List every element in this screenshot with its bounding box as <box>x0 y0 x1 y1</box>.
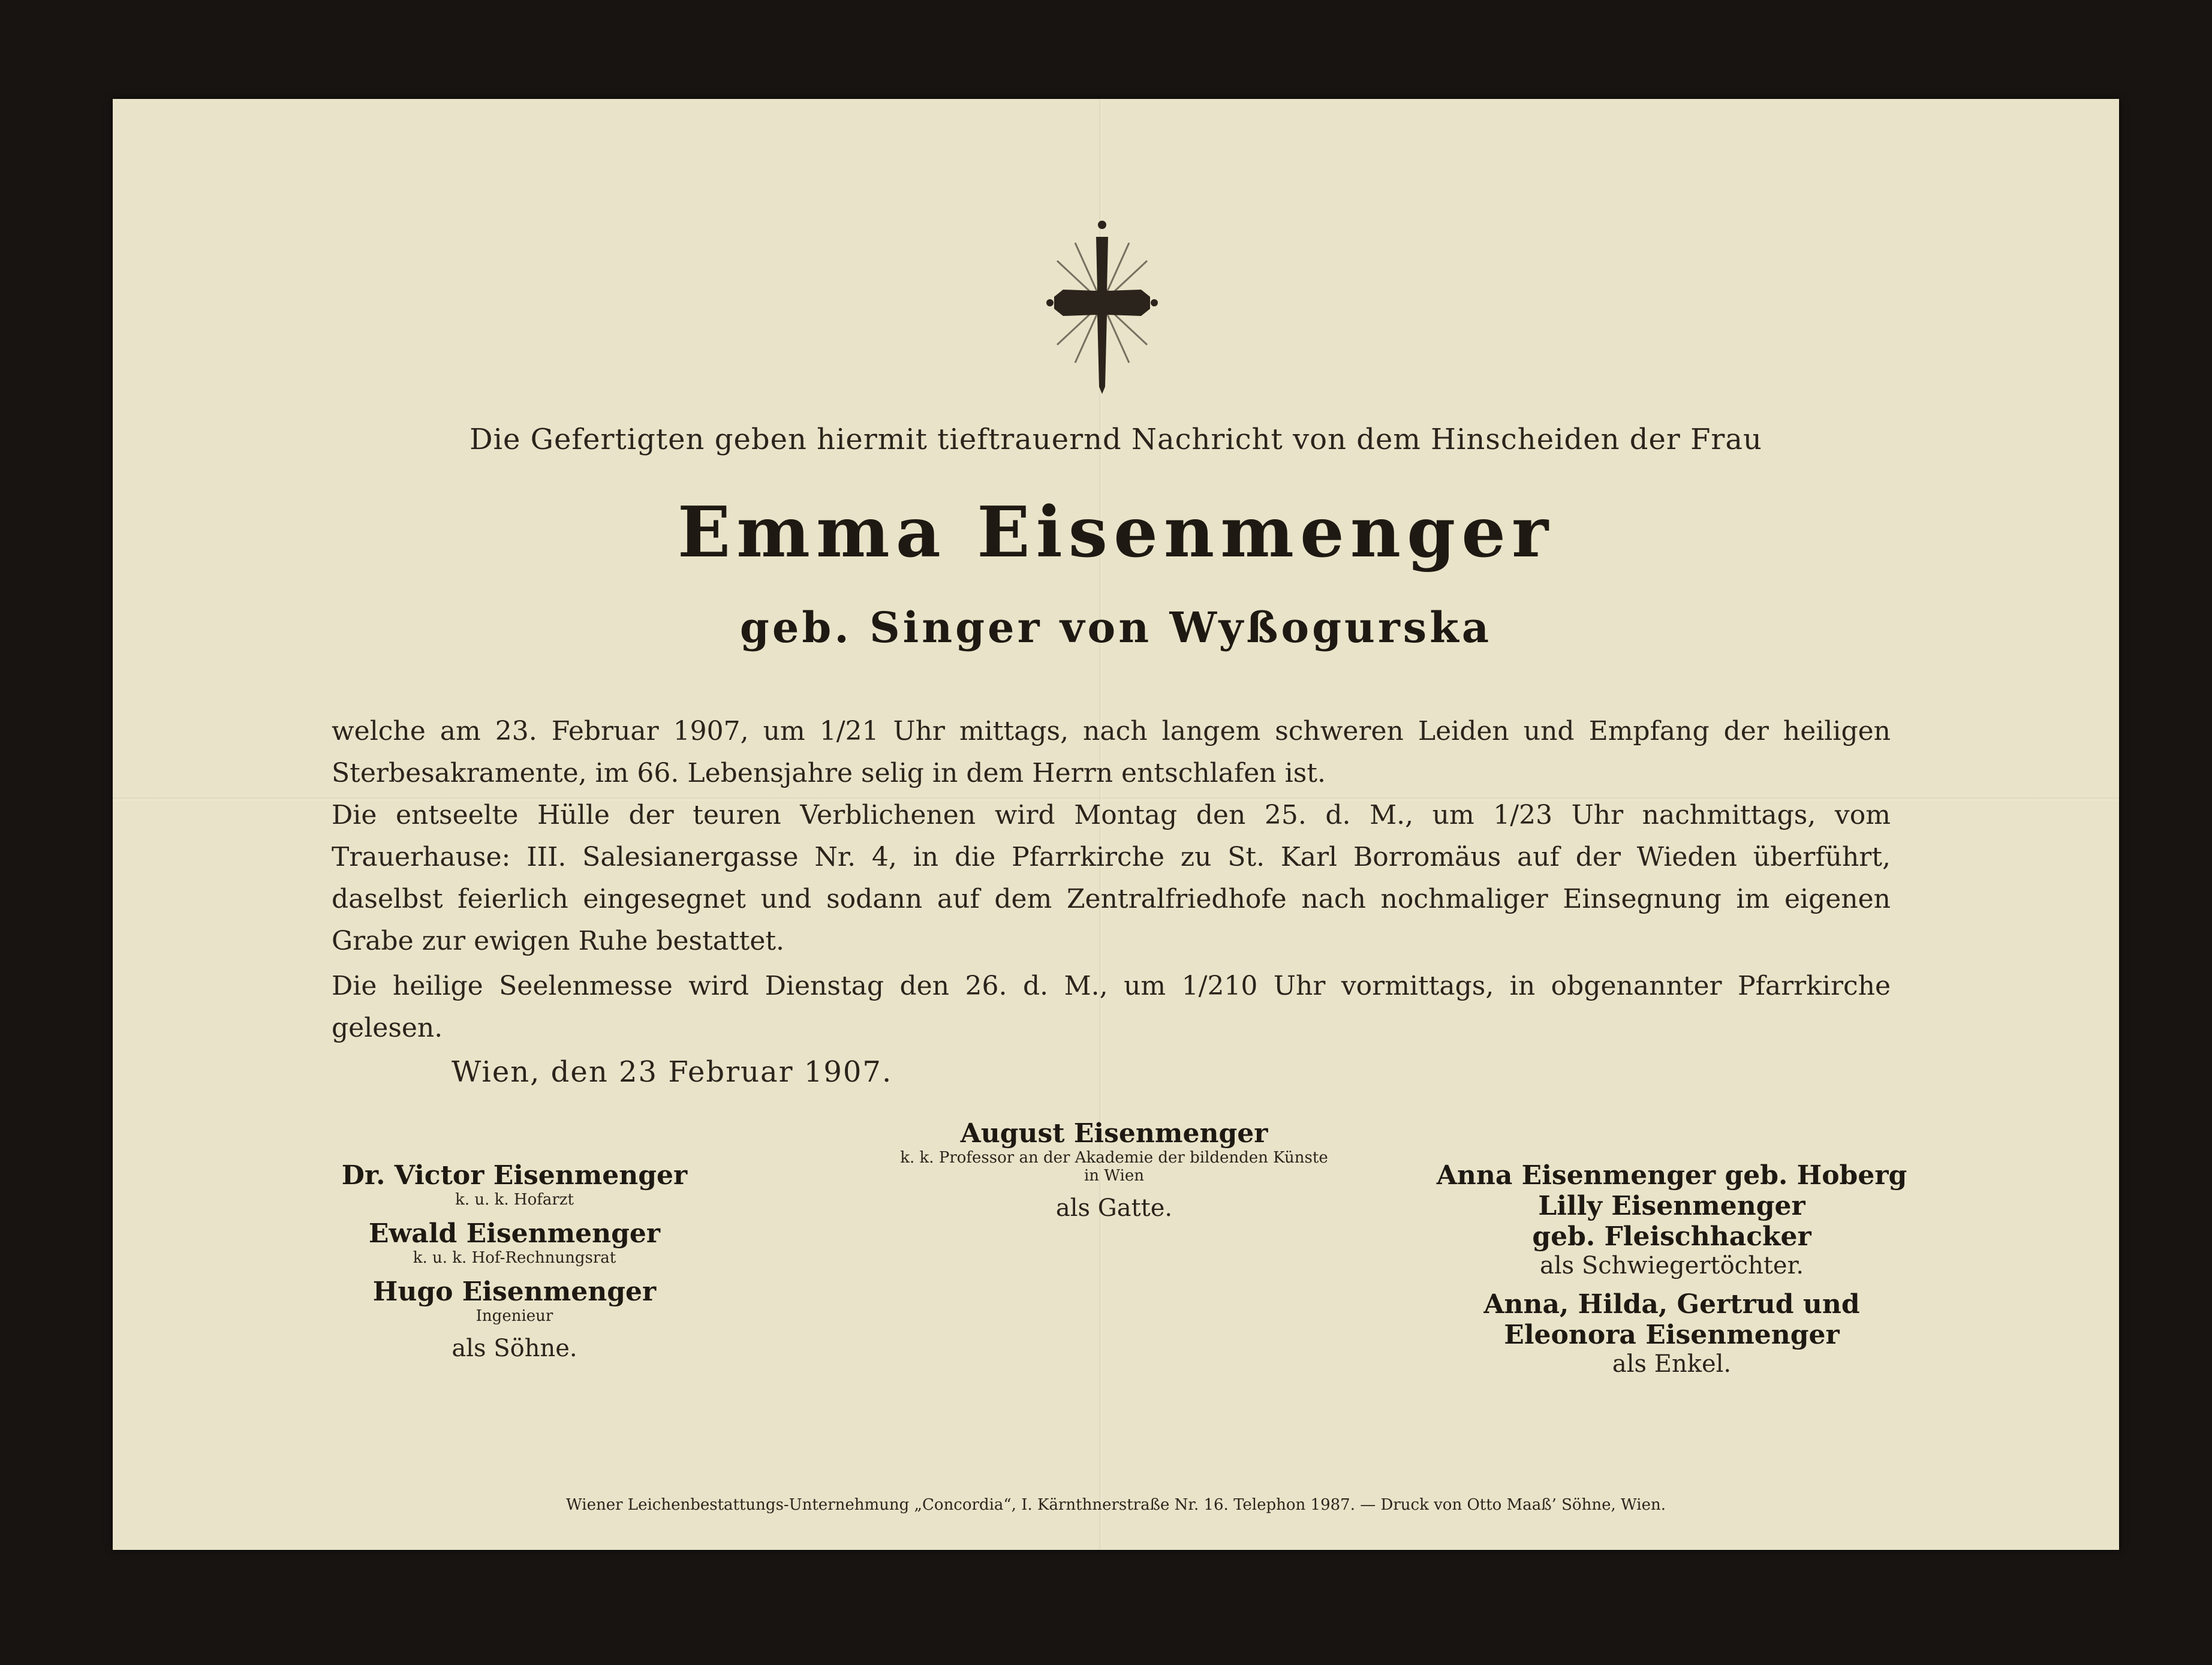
paragraph-requiem-mass: Die heilige Seelenmesse wird Dienstag den 26. d. M., um 1/210 Uhr vormittags, in obgenannter Pfarrkirche gelesen. <box>332 971 1891 1043</box>
relation-label: als Söhne. <box>452 1335 577 1362</box>
signatory-name: geb. Fleischhacker <box>1532 1221 1811 1252</box>
signatory-title: k. k. Professor an der Akademie der bildenden Künste <box>900 1149 1328 1167</box>
signatory-name: Anna Eisenmenger geb. Hoberg <box>1436 1160 1907 1191</box>
relation-label: als Enkel. <box>1612 1350 1732 1378</box>
deceased-name: Emma Eisenmenger <box>677 492 1555 573</box>
cross-icon <box>1045 219 1159 399</box>
dateline: Wien, den 23 Februar 1907. <box>452 1055 893 1089</box>
signatory-title: k. u. k. Hofarzt <box>455 1191 574 1209</box>
signatory-name: Hugo Eisenmenger <box>372 1276 657 1307</box>
signatory-name: Eleonora Eisenmenger <box>1504 1320 1840 1350</box>
signatory-name: Ewald Eisenmenger <box>368 1218 661 1249</box>
signatory-name: Anna, Hilda, Gertrud und <box>1483 1289 1860 1320</box>
signatory-name: Lilly Eisenmenger <box>1538 1191 1805 1221</box>
signatories-family <box>1372 1160 1972 1378</box>
signatory-title: k. u. k. Hof-Rechnungsrat <box>413 1249 616 1267</box>
signatory-name: August Eisenmenger <box>960 1118 1268 1149</box>
paragraph-funeral-details: Die entseelte Hülle der teuren Verblichenen wird Montag den 25. d. M., um 1/23 Uhr nachmittags, vom Trauerhause: III. Salesianergasse Nr. 4, in die Pfarrkirche zu St. Karl Borromäus auf der Wieden überführt, daselbst feierlich eingesegnet und sodann auf dem Zentralfriedhofe nach nochmaliger Einsegnung im eigenen Grabe zur ewigen Ruhe bestattet. <box>332 800 1891 956</box>
relation-label: als Gatte. <box>1055 1194 1173 1222</box>
relation-label: als Schwiegertöchter. <box>1539 1252 1804 1279</box>
maiden-name: geb. Singer von Wyßogurska <box>739 603 1492 652</box>
paragraph-death-notice: welche am 23. Februar 1907, um 1/21 Uhr mittags, nach langem schweren Leiden und Empfang der heiligen Sterbesakramente, im 66. Lebensjahre selig in dem Herrn entschlafen ist. <box>332 716 1891 788</box>
signatories-sons <box>335 1160 694 1362</box>
signatory-title-line2: in Wien <box>1084 1167 1145 1185</box>
printer-footer: Wiener Leichenbestattungs-Unternehmung „Concordia“, I. Kärnthnerstraße Nr. 16. Telephon 1987. — Druck von Otto Maaß’ Söhne, Wien. <box>566 1496 1666 1514</box>
funeral-notice-sheet <box>113 99 2119 1550</box>
intro-line: Die Gefertigten geben hiermit tieftrauernd Nachricht von dem Hinscheiden der Frau <box>470 423 1762 456</box>
signatory-husband <box>829 1118 1399 1222</box>
signatory-title: Ingenieur <box>475 1307 553 1325</box>
signatory-name: Dr. Victor Eisenmenger <box>341 1160 688 1191</box>
